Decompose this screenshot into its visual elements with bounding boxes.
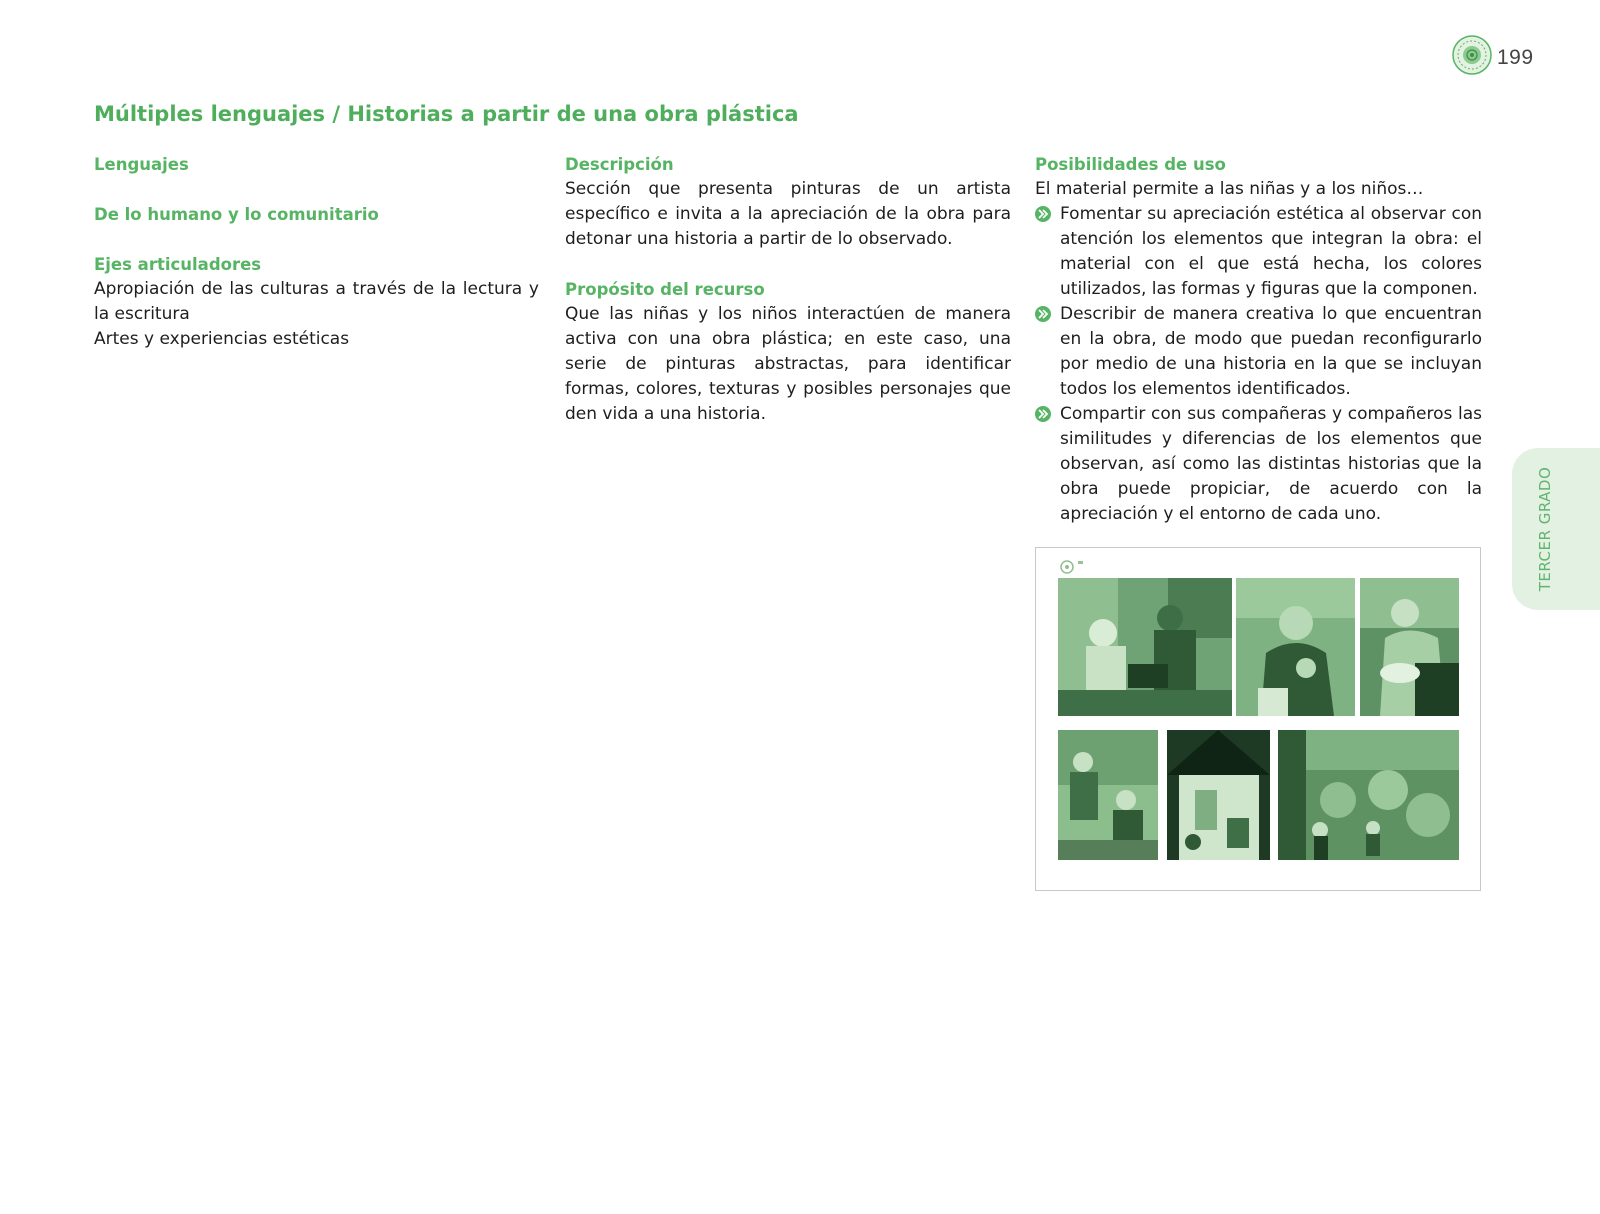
seal-icon (1452, 35, 1492, 75)
mini-mark (1078, 561, 1083, 564)
list-item-text: Describir de manera creativa lo que encuentran en la obra, de modo que puedan reconfigurarlo por medio de una historia en la que se incluyan todos los elementos identificados. (1060, 304, 1482, 399)
painting-1 (1058, 578, 1232, 716)
page-title: Múltiples lenguajes / Historias a partir de una obra plástica (94, 102, 799, 126)
column-campo (94, 152, 539, 352)
painting-2 (1236, 578, 1355, 716)
proposito-heading: Propósito del recurso (565, 280, 765, 299)
chevron-double-right-icon (1035, 206, 1051, 222)
lenguajes-heading: Lenguajes (94, 155, 189, 174)
proposito-text: Que las niñas y los niños interactúen de manera activa con una obra plástica; en este caso, una serie de pinturas abstractas, para identificar formas, colores, texturas y posibles personajes que den vida a una historia. (565, 304, 1011, 424)
painting-6 (1278, 730, 1459, 860)
list-item (1035, 202, 1482, 302)
posibilidades-heading: Posibilidades de uso (1035, 155, 1226, 174)
column-posibilidades (1035, 152, 1482, 527)
logo-icon (1060, 560, 1074, 574)
side-tab (1512, 448, 1600, 610)
page-number: 199 (1497, 46, 1534, 69)
descripcion-text: Sección que presenta pinturas de un artista específico e invita a la apreciación de la obra para detonar una historia a partir de lo observado. (565, 179, 1011, 249)
posibilidades-intro: El material permite a las niñas y a los niños… (1035, 179, 1424, 199)
column-descripcion (565, 152, 1011, 427)
paintings-thumbnail-panel (1035, 547, 1481, 891)
chevron-double-right-icon (1035, 306, 1051, 322)
chevron-double-right-icon (1035, 406, 1051, 422)
eje-item: Artes y experiencias estéticas (94, 329, 350, 349)
posibilidades-list (1035, 202, 1482, 527)
list-item-text: Compartir con sus compañeras y compañeros las similitudes y diferencias de los elementos que observan, así como las distintas historias que la obra puede propiciar, de acuerdo con la apreciación y el entorno de cada uno. (1060, 404, 1482, 524)
eje-item: Apropiación de las culturas a través de la lectura y la escritura (94, 279, 539, 324)
descripcion-heading: Descripción (565, 155, 674, 174)
painting-5 (1167, 730, 1270, 860)
painting-3 (1360, 578, 1459, 716)
side-tab-label: TERCER GRADO (1536, 466, 1554, 592)
ejes-heading: Ejes articuladores (94, 255, 262, 274)
list-item (1035, 302, 1482, 402)
list-item (1035, 402, 1482, 527)
painting-4 (1058, 730, 1158, 860)
list-item-text: Fomentar su apreciación estética al observar con atención los elementos que integran la obra: el material con el que está hecha, los colores utilizados, las formas y figuras que la componen. (1060, 204, 1482, 299)
campo-formativo-heading: De lo humano y lo comunitario (94, 205, 379, 224)
